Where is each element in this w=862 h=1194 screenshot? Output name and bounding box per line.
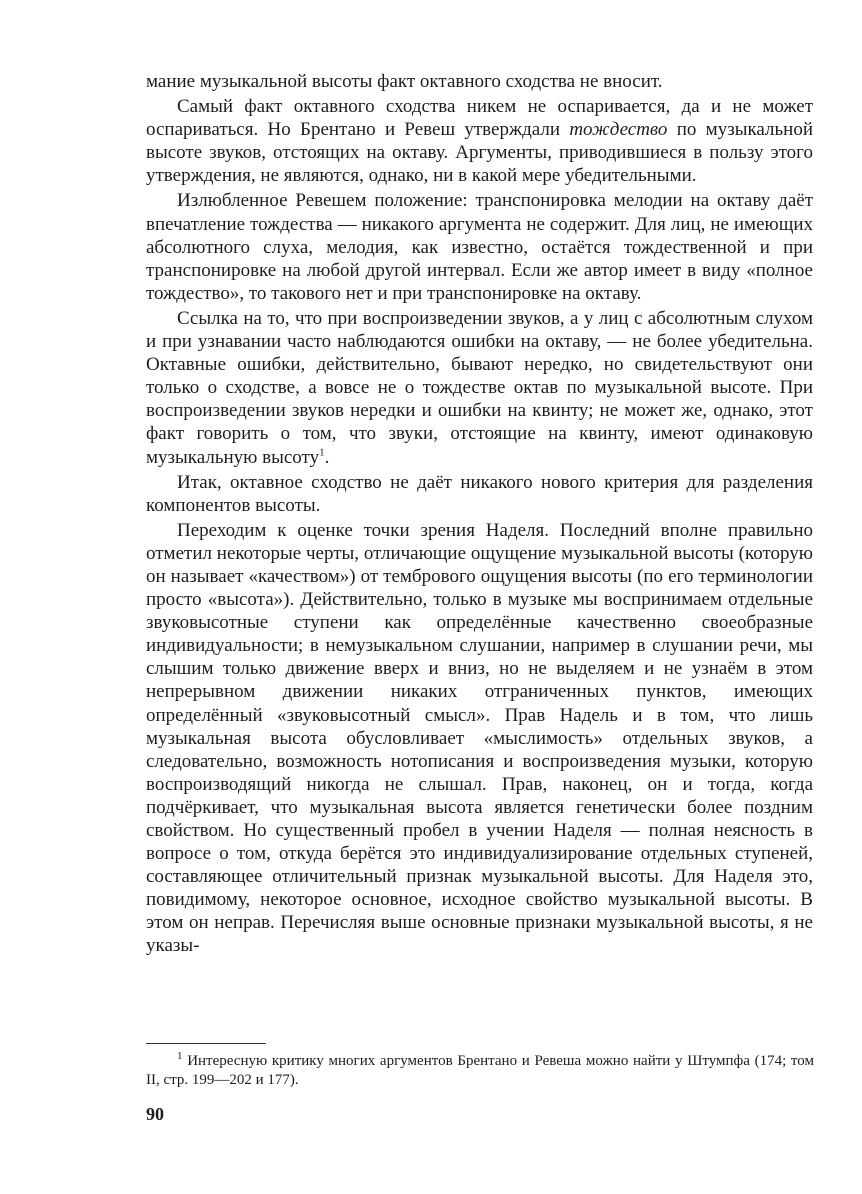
page-number: 90: [146, 1104, 164, 1124]
main-text: [146, 70, 813, 958]
footnote-text: Интересную критику многих аргументов Брентано и Ревеша можно найти у Штумпфа (174; том II, стр. 199—202 и 177).: [146, 1053, 814, 1088]
paragraph-5: Итак, октавное сходство не даёт никакого нового критерия для разделения компонентов высоты.: [146, 471, 813, 516]
footnote-ref[interactable]: 1: [319, 446, 325, 459]
footnote-mark: 1: [177, 1050, 183, 1062]
emphasis-identity: тождество: [569, 119, 668, 141]
paragraph-2: Самый факт октавного сходства никем не оспаривается, да и не может оспариваться. Но Брентано и Ревеш утверждали тождество по музыкальной высоте звуков, отстоящих на октаву. Аргументы, приводившиеся в пользу этого утверждения, не являются, однако, ни в какой мере убедительными.: [146, 96, 813, 187]
footnote-divider: [146, 1043, 266, 1044]
paragraph-4: Ссылка на то, что при воспроизведении звуков, а у лиц с абсолютным слухом и при узнавании часто наблюдаются ошибки на октаву, — не более убедительна. Октавные ошибки, действительно, бывают нередко, но свидетельствуют они только о сходстве, а вовсе не о тождестве октав по музыкальной высоте. При воспроизведении звуков нередки и ошибки на квинту; не может же, однако, этот факт говорить о том, что звуки, отстоящие на квинту, имеют одинаковую музыкальную высоту$^1$.: [146, 307, 813, 468]
paragraph-1: мание музыкальной высоты факт октавного сходства не вносит.: [146, 71, 663, 92]
paragraph-6: Переходим к оценке точки зрения Наделя. Последний вполне правильно отметил некоторые черты, отличающие ощущение музыкальной высоты (которую он называет «качеством») от тембрового ощущения высоты (по его терминологии просто «высота»). Действительно, только в музыке мы воспринимаем отдельные звуковысотные ступени как определённые качественно своеобразные индивидуальности; в немузыкальном слушании, например в слушании речи, мы слышим только движение вверх и вниз, но не выделяем и не узнаём в этом непрерывном движении никаких отграниченных пунктов, имеющих определённый «звуковысотный смысл». Прав Надель и в том, что лишь музыкальная высота обусловливает «мыслимость» отдельных звуков, а следовательно, возможность нотописания и воспроизведения музыки, которую воспроизводящий никогда не слышал. Прав, наконец, он и тогда, когда подчёркивает, что музыкальная высота является генетически более поздним свойством. Но существенный пробел в учении Наделя — полная неясность в вопросе о том, откуда берётся это индивидуализирование отдельных ступеней, составляющее отличительный признак музыкальной высоты. Для Наделя это, повидимому, некоторое основное, исходное свойство музыкальной высоты. В этом он неправ. Перечисляя выше основные признаки музыкальной высоты, я не указы-: [146, 519, 813, 957]
footnote: [146, 1052, 814, 1090]
paragraph-3: Излюбленное Ревешем положение: транспонировка мелодии на октаву даёт впечатление тождества — никакого аргумента не содержит. Для лиц, не имеющих абсолютного слуха, мелодия, как известно, остаётся тождественной и при транспонировке на любой другой интервал. Если же автор имеет в виду «полное тождество», то такового нет и при транспонировке на октаву.: [146, 190, 813, 304]
